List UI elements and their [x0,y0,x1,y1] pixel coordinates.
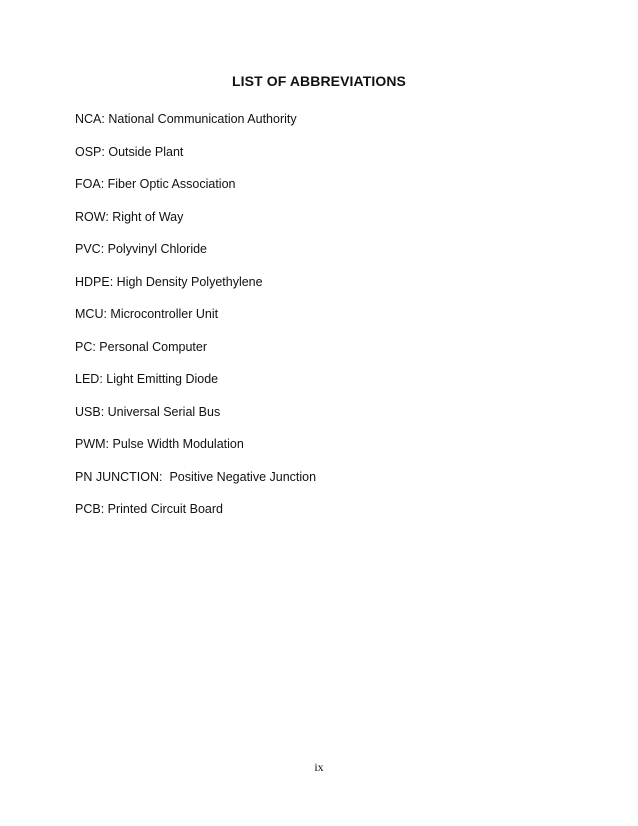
abbreviation-item: MCU: Microcontroller Unit [75,307,219,321]
abbreviation-item: PC: Personal Computer [75,339,208,354]
abbreviation-item: PN JUNCTION: Positive Negative Junction [75,469,317,484]
abbreviation-item: FOA: Fiber Optic Association [75,177,236,191]
abbreviation-item: USB: Universal Serial Bus [75,404,221,419]
abbreviation-item: HDPE: High Density Polyethylene [75,274,263,289]
page-title: LIST OF ABBREVIATIONS [232,73,406,89]
abbreviation-item: LED: Light Emitting Diode [75,372,219,386]
abbreviation-list [75,111,316,534]
abbreviation-item: OSP: Outside Plant [75,144,184,159]
abbreviation-item: PVC: Polyvinyl Chloride [75,242,207,256]
abbreviation-item: ROW: Right of Way [75,209,184,224]
abbreviation-item: NCA: National Communication Authority [75,112,297,126]
abbreviation-item: PCB: Printed Circuit Board [75,502,223,516]
page-number: ix [314,760,324,774]
abbreviation-item: PWM: Pulse Width Modulation [75,437,244,451]
